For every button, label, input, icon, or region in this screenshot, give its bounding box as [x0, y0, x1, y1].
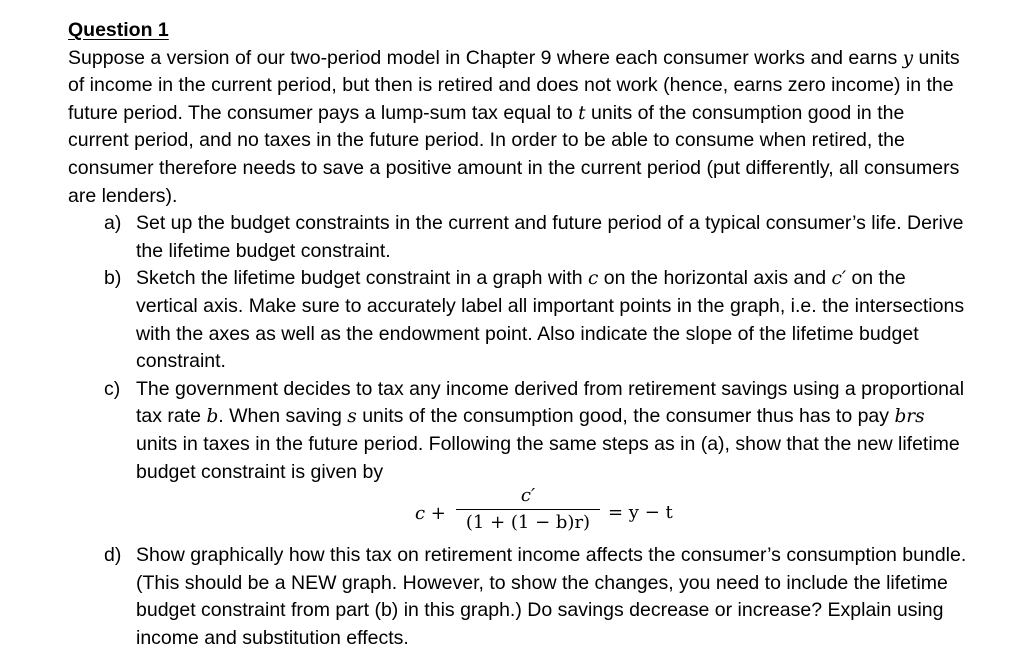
- item-label-a: a): [104, 212, 122, 235]
- math-c-prime: c′: [831, 268, 847, 290]
- math-t: t: [578, 102, 586, 124]
- lifetime-budget-formula: [68, 486, 968, 542]
- question-document: [68, 17, 968, 652]
- question-title: Question 1: [68, 19, 169, 41]
- math-b: b: [206, 406, 219, 428]
- math-brs: brs: [894, 406, 925, 428]
- sub-question-c: [68, 376, 968, 486]
- item-text-b-2: on the horizontal axis and: [598, 267, 832, 290]
- item-text-c-3: units of the consumption good, the consumer thus has to pay: [356, 405, 895, 428]
- formula-fraction: [454, 485, 602, 536]
- item-label-b: b): [104, 267, 122, 290]
- item-label-d: d): [104, 544, 122, 567]
- item-text-a: Set up the budget constraints in the current and future period of a typical consumer’s life. Derive the lifetime budget constraint.: [136, 212, 964, 262]
- sub-question-b: [68, 265, 968, 375]
- formula-lhs: c +: [415, 503, 446, 525]
- formula-denominator: (1 + (1 − b)r): [465, 512, 591, 534]
- item-text-c-1: The government decides to tax any income derived from retirement savings using a proportional tax rate: [136, 377, 965, 428]
- sub-question-d: [68, 542, 968, 652]
- item-text-c-2: . When saving: [218, 405, 348, 428]
- item-text-c-4: units in taxes in the future period. Following the same steps as in (a), show that the new lifetime budget constraint is given by: [136, 432, 960, 483]
- math-c: c: [588, 268, 599, 290]
- intro-text-1: Suppose a version of our two-period model in Chapter 9 where each consumer works and earns: [68, 46, 898, 69]
- sub-question-a: [68, 210, 968, 265]
- math-s: s: [347, 406, 357, 428]
- question-intro: [68, 45, 968, 211]
- item-text-d: Show graphically how this tax on retirement income affects the consumer’s consumption bundle. (This should be a NEW graph. However, to show the changes, you need to include the lifetime budget constraint from part (b) in this graph.) Do savings decrease or increase? Explain using income and substitution effects.: [136, 544, 967, 649]
- math-y: y: [902, 47, 914, 69]
- formula-rhs: = y − t: [608, 502, 673, 524]
- item-text-b-3: on the vertical axis. Make sure to accurately label all important points in the graph, i.e. the intersections with the axes as well as the endowment point. Also indicate the slope of the lifetime budget constraint.: [136, 267, 965, 373]
- item-label-c: c): [104, 377, 121, 400]
- formula-numerator: c′: [520, 485, 536, 507]
- intro-text-3: units of the consumption good in the current period, and no taxes in the future period. In order to be able to consume when retired, the consumer therefore needs to save a positive amount in the current period (put differently, all consumers are lenders).: [68, 101, 960, 207]
- item-text-b-1: Sketch the lifetime budget constraint in a graph with: [136, 267, 589, 290]
- sub-question-list: [68, 210, 968, 652]
- intro-text-2: units of income in the current period, but then is retired and does not work (hence, earns zero income) in the future period. The consumer pays a lump-sum tax equal to: [68, 46, 960, 124]
